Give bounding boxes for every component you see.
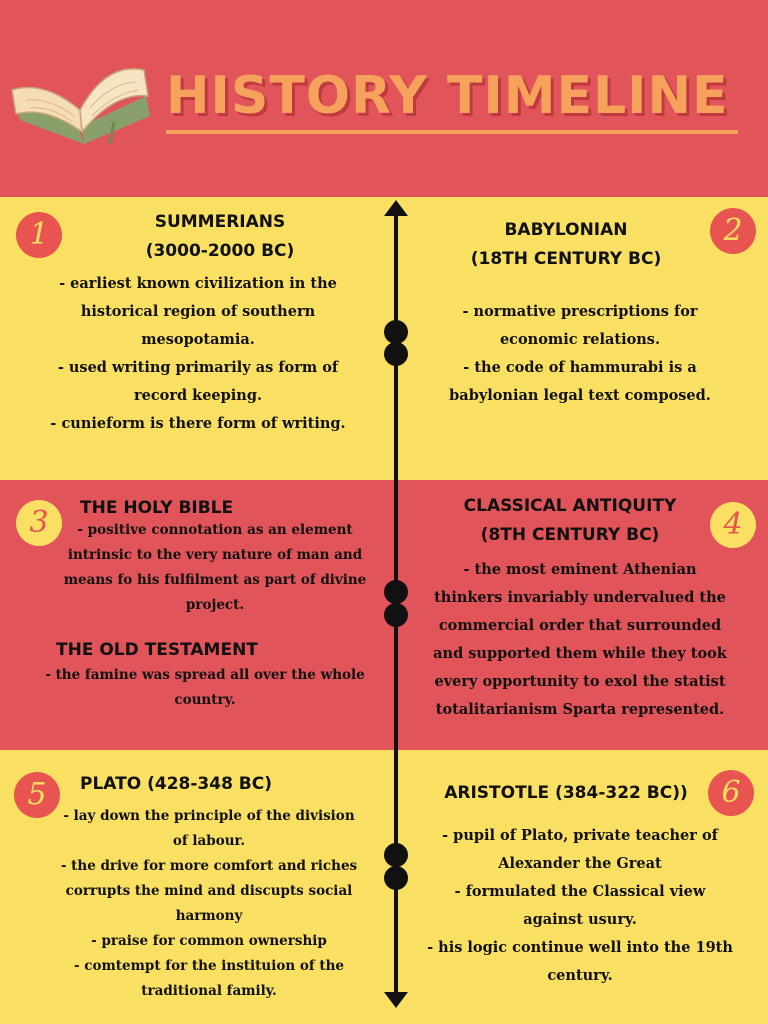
- entry-body-4: - the most eminent Athenian thinkers invariably undervalued the commercial order that surrounded and supported them while they took every opportunity to exol the statist totalitarianism Sparta represented.: [433, 561, 727, 718]
- entry-body-3: - positive connotation as an element intrinsic to the very nature of man and means fo his fulfilment as part of divine project.: [63, 522, 367, 613]
- timeline-dot: [384, 843, 408, 867]
- entry-subbody-3: - the famine was spread all over the whole country.: [45, 667, 365, 708]
- timeline-dot: [384, 866, 408, 890]
- entry-number-5: 5: [14, 772, 60, 818]
- entry-body-5: - lay down the principle of the division of labour. - the drive for more comfort and riches corrupts the mind and discupts social harmony - praise for common ownership - comtempt for the instituion of the traditional family.: [60, 808, 358, 999]
- entry-subheading-3: THE OLD TESTAMENT: [56, 640, 258, 660]
- entry-body-2: - normative prescriptions for economic relations. - the code of hammurabi is a babylonian legal text composed.: [449, 303, 711, 404]
- page-title: HISTORY TIMELINE: [166, 66, 729, 126]
- entry-number-2: 2: [710, 208, 756, 254]
- entry-heading-5: PLATO (428-348 BC): [80, 774, 273, 794]
- entry-heading-1: SUMMERIANS (3000-2000 BC): [145, 212, 295, 261]
- title-underline: [166, 130, 738, 134]
- timeline-dot: [384, 342, 408, 366]
- entry-number-4: 4: [710, 502, 756, 548]
- timeline-dot: [384, 320, 408, 344]
- entry-heading-2: BABYLONIAN (18TH CENTURY BC): [470, 220, 662, 269]
- timeline-arrow-down: [384, 992, 408, 1008]
- entry-heading-4: CLASSICAL ANTIQUITY (8TH CENTURY BC): [463, 496, 677, 545]
- entry-number-3: 3: [16, 500, 62, 546]
- open-book-icon: [6, 40, 156, 152]
- timeline-arrow-up: [384, 200, 408, 216]
- entry-body-1: - earliest known civilization in the historical region of southern mesopotamia. - used writing primarily as form of record keeping. - cunieform is there form of writing.: [50, 275, 346, 432]
- entry-body-6: - pupil of Plato, private teacher of Alexander the Great - formulated the Classical view against usury. - his logic continue well into the 19th century.: [427, 827, 733, 984]
- entry-number-1: 1: [16, 212, 62, 258]
- entry-heading-3: THE HOLY BIBLE: [80, 498, 234, 518]
- entry-heading-6: ARISTOTLE (384-322 BC)): [444, 783, 688, 803]
- entry-number-6: 6: [708, 770, 754, 816]
